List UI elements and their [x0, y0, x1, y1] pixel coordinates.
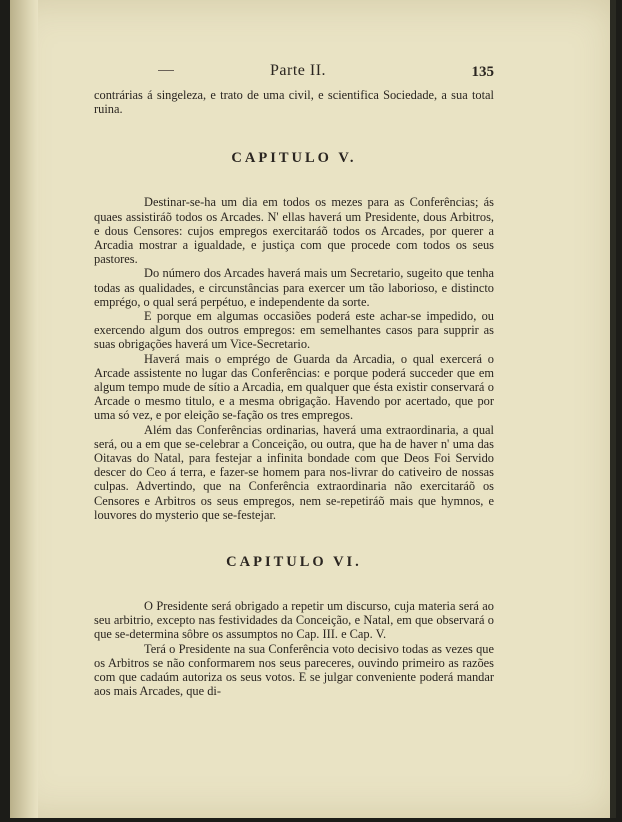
chapter-v-paragraph: Haverá mais o emprégo de Guarda da Arcadia, o qual exercerá o Arcade assistente no lugar das Conferências: e porque poderá succeder que em algum tempo mude de sítio a Arcadia, em qualquer que ésta existir conservará o Arcade o mesmo titulo, e a mesma obrigação. Havendo por acertado, que por uma só vez, e por eleição se-fação os tres empregos. [94, 351, 494, 423]
page-header [94, 58, 494, 88]
chapter-vi-paragraph: Terá o Presidente na sua Conferência voto decisivo todas as vezes que os Arbitros se não conformarem nos seus pareceres, ouvindo primeiro as razões com que cadaúm autoriza os seus votos. E se julgar conveniente poderá mandar aos mais Arcades, que di- [94, 641, 494, 699]
text-block [94, 58, 494, 699]
chapter-v-paragraph: Do número dos Arcades haverá mais um Secretario, sugeito que tenha todas as qualidades, e circunstâncias para exercer um tão laborioso, e distincto emprégo, o qual será perpétuo, e independente da sorte. [94, 266, 494, 309]
page-edge [610, 0, 616, 818]
opening-paragraph: contrárias á singeleza, e trato de uma civil, e scientifica Sociedade, a sua total ruina. [94, 88, 494, 117]
chapter-v-paragraph: E porque em algumas occasiões poderá este achar-se impedido, ou exercendo algum dos outros empregos: em semelhantes casos para supprir as suas obrigações haverá um Vice-Secretario. [94, 309, 494, 352]
running-title: Parte II. [270, 62, 327, 79]
chapter-v-title: CAPITULO V. [231, 150, 357, 167]
chapter-v-paragraph: Além das Conferências ordinarias, haverá uma extraordinaria, a qual será, ou a em que se-celebrar a Conceição, ou outra, que ha de haver n' uma das Oitavas do Natal, para festejar a infinita bondade com que Deos Foi Servido descer do Ceo á terra, e fazer-se homem para nos-livrar do cativeiro de nossas culpas. Advertindo, que na Conferência extraordinaria não exercitaráõ os Censores e Arbitros os seus empregos, nem se-repetiráõ mais que hymnos, e louvores do mysterio que se-festejar. [94, 422, 494, 522]
chapter-v-paragraph: Destinar-se-ha um dia em todos os mezes para as Conferências; ás quaes assistiráõ todos os Arcades. N' ellas haverá um Presidente, dous Arbitros, e dous Censores: cujos empregos exercitaráõ todos os Arcades, por querer a Arcadia mostrar a igualdade, e justiça com que procede com todos os seus pastores. [94, 195, 494, 267]
page-gutter [10, 0, 38, 818]
page-number: 135 [471, 64, 494, 80]
book-page [10, 0, 616, 818]
header-dash [158, 70, 174, 71]
chapter-vi-paragraph: O Presidente será obrigado a repetir um discurso, cuja materia será ao seu arbitrio, excepto nas festividades da Conceição, e Natal, em que observará o que se-determina sôbre os assumptos no Cap. III. e Cap. V. [94, 599, 494, 642]
chapter-vi-title: CAPITULO VI. [226, 554, 362, 571]
